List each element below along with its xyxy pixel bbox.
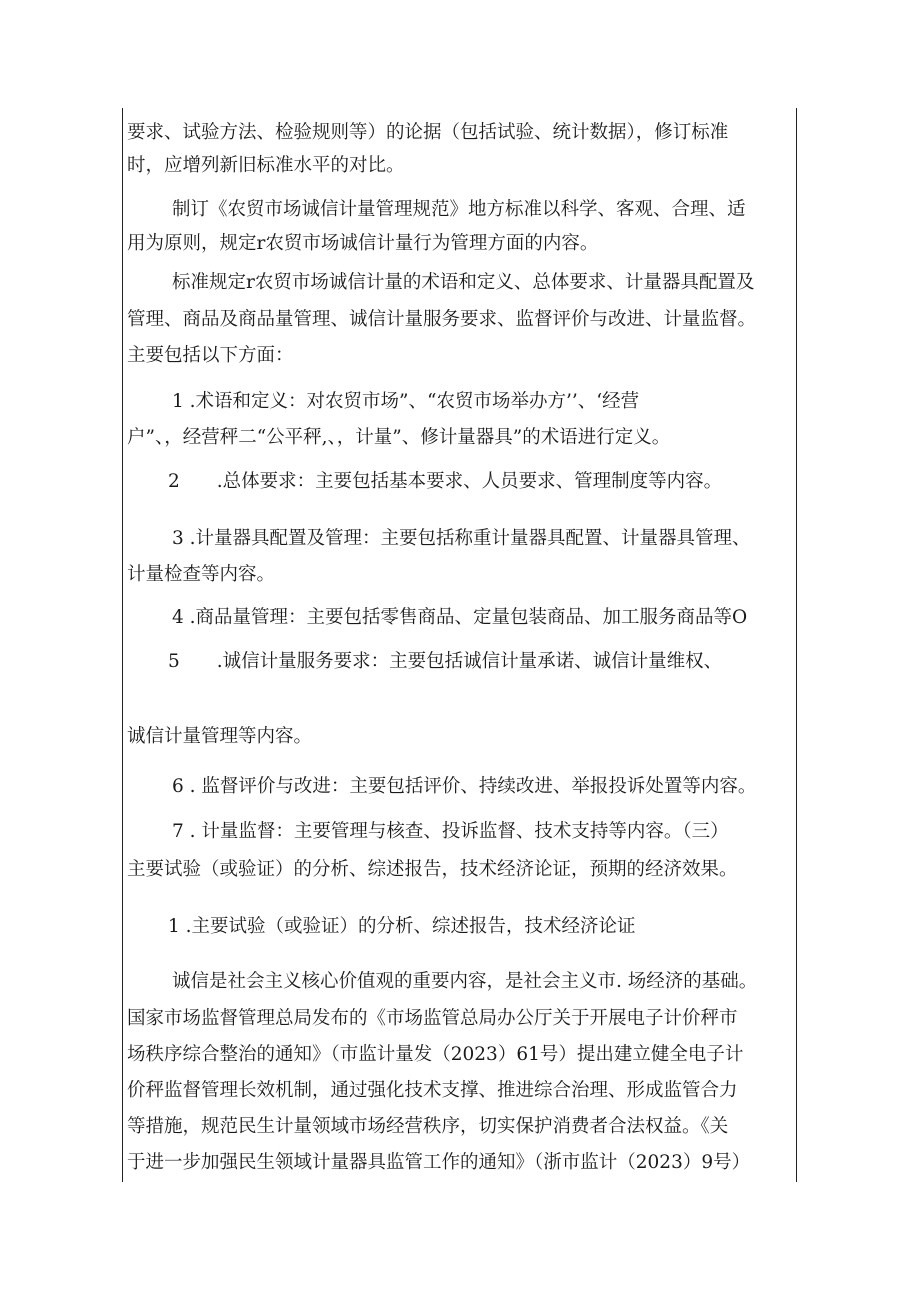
text-line: 主要包括以下方面： — [127, 345, 294, 366]
text-line: 户”、，经营秤二“公平秤,、，计量”、修计量器具”的术语进行定义。 — [127, 427, 671, 448]
text-line: 诚信计量管理等内容。 — [127, 726, 313, 747]
text-line: 制订《农贸市场诚信计量管理规范》地方标准以科学、客观、合理、适 — [172, 199, 746, 220]
text-line: 价秤监督管理长效机制，通过强化技术支撑、推进综合治理、形成监管合力 — [127, 1080, 738, 1101]
text-line: 3 .计量器具配置及管理：主要包括称重计量器具配置、计量器具管理、 — [172, 528, 751, 549]
table-left-border — [122, 108, 123, 1182]
text-line: 诚信是社会主义核心价值观的重要内容，是社会主义市. 场经济的基础。 — [172, 971, 758, 992]
text-line: 6 . 监督评价与改进：主要包括评价、持续改进、举报投诉处置等内容。 — [172, 776, 757, 797]
text-line: 管理、商品及商品量管理、诚信计量服务要求、监督评价与改进、计量监督。 — [127, 309, 757, 330]
text-line: 要求、试验方法、检验规则等）的论据（包括试验、统计数据），修订标准 — [127, 122, 729, 143]
text-line: 4 .商品量管理：主要包括零售商品、定量包装商品、加工服务商品等O — [172, 607, 748, 628]
text-line: 场秩序综合整治的通知》（市监计量发（2023）61号）提出建立健全电子计 — [127, 1044, 744, 1065]
text-line: 1 .主要试验（或验证）的分析、综述报告，技术经济论证 — [168, 916, 636, 937]
text-line: 1 .术语和定义：对农贸市场”、“农贸市场举办方’’、‘经营 — [172, 391, 640, 412]
text-line: 5 .诚信计量服务要求：主要包括诚信计量承诺、诚信计量维权、 — [168, 651, 723, 672]
text-line: 计量检查等内容。 — [127, 564, 276, 585]
text-line: 7 . 计量监督：主要管理与核查、投诉监督、技术支持等内容。（三） — [172, 821, 729, 842]
text-line: 标准规定r农贸市场诚信计量的术语和定义、总体要求、计量器具配置及 — [172, 272, 755, 293]
text-line: 国家市场监督管理总局发布的《市场监管总局办公厅关于开展电子计价秤市 — [127, 1008, 738, 1029]
text-line: 主要试验（或验证）的分析、综述报告，技术经济论证，预期的经济效果。 — [127, 859, 738, 880]
text-line: 等措施，规范民生计量领域市场经营秩序，切实保护消费者合法权益。《关 — [127, 1116, 729, 1137]
text-line: 于进一步加强民生领域计量器具监管工作的通知》（浙市监计（2023）9号） — [127, 1152, 751, 1173]
text-line: 用为原则，规定r农贸市场诚信计量行为管理方面的内容。 — [127, 233, 599, 254]
text-line: 2 .总体要求：主要包括基本要求、人员要求、管理制度等内容。 — [168, 471, 723, 492]
table-right-border — [796, 108, 797, 1182]
text-line: 时，应增列新旧标准水平的对比。 — [127, 155, 405, 176]
